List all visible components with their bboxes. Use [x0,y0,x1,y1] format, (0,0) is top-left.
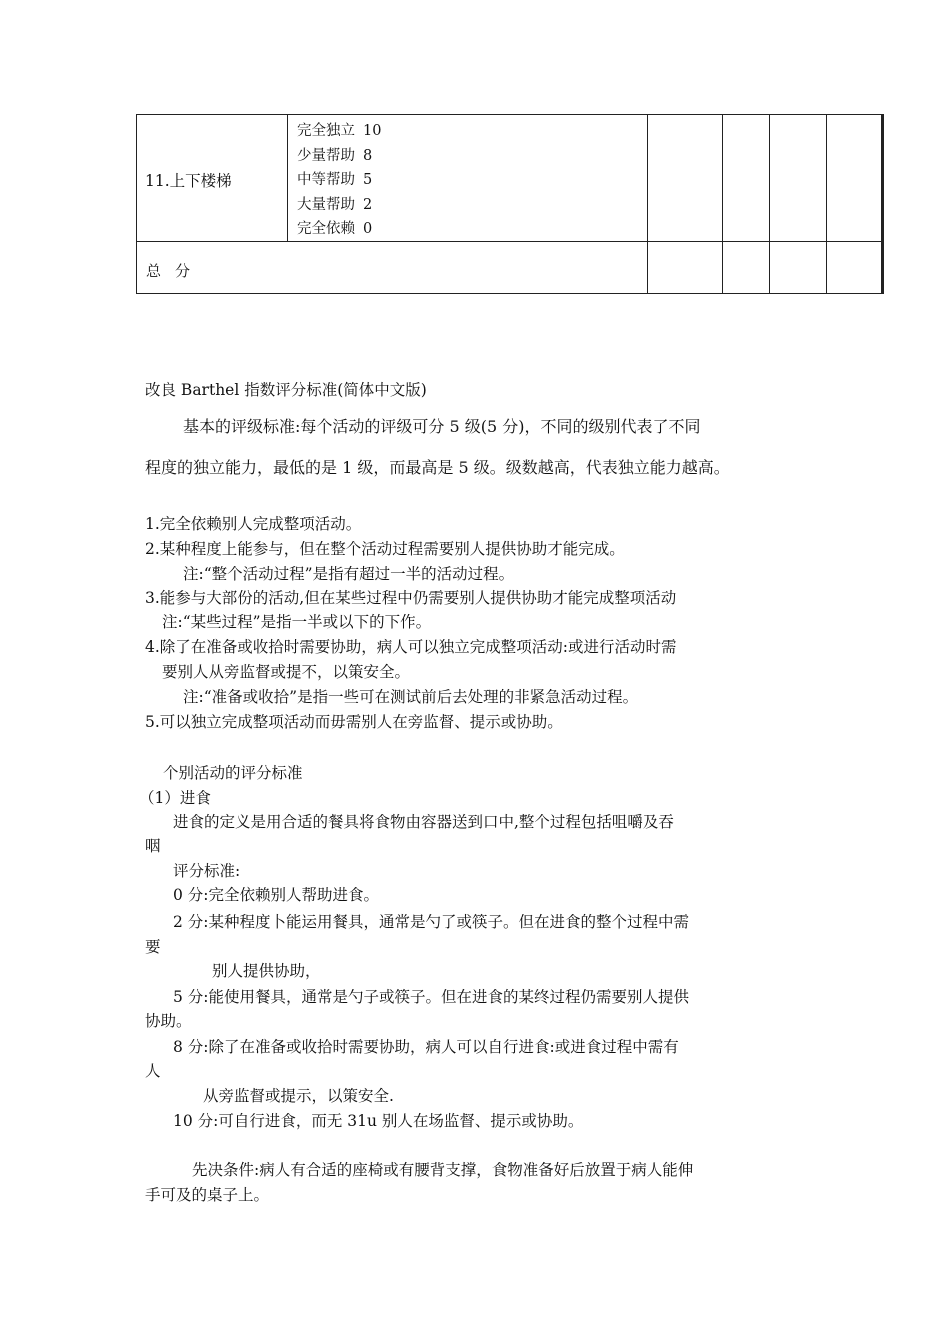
intro-line-1: 基本的评级标准:每个活动的评级可分 5 级(5 分)，不同的级别代表了不同 [183,417,701,436]
item-label: 11.上下楼梯 [145,172,232,190]
option-list [297,119,381,242]
doc-title: 改良 Barthel 指数评分标准(简体中文版) [145,381,427,399]
option-row [297,144,381,169]
score-10: 10 分:可自行进食，而无 31u 别人在场监督、提示或协助。 [173,1112,584,1130]
score-5-line-2: 协助。 [145,1012,192,1030]
option-row [297,217,381,242]
eat-definition-2: 咽 [145,837,161,855]
option-label: 大量帮助 [297,196,355,213]
table-row-divider [137,241,881,242]
eat-definition-1: 进食的定义是用合适的餐具将食物由容器送到口中,整个过程包括咀嚼及吞 [173,813,674,831]
score-8-line-2: 人 [145,1062,161,1080]
option-label: 少量帮助 [297,147,355,164]
option-label: 完全独立 [297,123,355,139]
option-score: 5 [363,172,373,189]
precondition-line-1: 先决条件:病人有合适的座椅或有腰背支撑，食物准备好后放置于病人能伸 [192,1161,694,1179]
score-8-line-3: 从旁监督或提示，以策安全. [203,1087,394,1105]
level-5: 5.可以独立完成整项活动而毋需别人在旁监督、提示或协助。 [145,713,563,731]
option-score: 2 [363,196,373,213]
option-score: 0 [363,221,373,238]
score-2-line-1: 2 分:某种程度卜能运用餐具，通常是勺了或筷子。但在进食的整个过程中需 [173,913,690,931]
score-5-line-1: 5 分:能使用餐具，通常是勺子或筷子。但在进食的某终过程仍需要别人提供 [173,988,690,1006]
option-label: 中等帮助 [297,172,355,189]
table-divider [826,115,827,293]
level-2-note: 注:“整个活动过程”是指有超过一半的活动过程。 [183,565,515,583]
level-1: 1.完全依赖别人完成整项活动。 [145,515,362,533]
criteria-label: 评分标准: [173,862,241,880]
option-label: 完全依赖 [297,221,355,238]
score-8-line-1: 8 分:除了在准备或收拾时需要协助，病人可以自行进食:或进食过程中需有 [173,1038,679,1056]
option-row [297,119,381,144]
table-divider [769,115,770,293]
score-2-line-2: 要 [145,938,161,956]
option-score: 8 [363,147,373,164]
sub-title: （1）进食 [139,789,211,807]
score-0: 0 分:完全依赖别人帮助进食。 [173,886,380,904]
total-label: 总分 [146,262,205,280]
option-row [297,168,381,193]
table-divider [647,115,648,293]
level-3: 3.能参与大部份的活动,但在某些过程中仍需要别人提供协助才能完成整项活动 [145,589,677,607]
score-2-line-3: 别人提供协助， [212,962,321,980]
option-row [297,193,381,218]
level-2: 2.某种程度上能参与，但在整个活动过程需要别人提供协助才能完成。 [145,540,625,558]
score-table [136,114,884,294]
level-4: 4.除了在准备或收拾时需要协助，病人可以独立完成整项活动:或进行活动时需 [145,638,677,656]
option-score: 10 [363,123,382,139]
level-4-note: 注:“准备或收拾”是指一些可在测试前后去处理的非紧急活动过程。 [183,688,639,706]
section-title: 个别活动的评分标准 [163,764,303,782]
intro-line-2: 程度的独立能力，最低的是 1 级，而最高是 5 级。级数越高，代表独立能力越高。 [145,458,730,477]
precondition-line-2: 手可及的桌子上。 [145,1186,270,1204]
level-3-note: 注:“某些过程”是指一半或以下的下作。 [162,613,432,631]
level-4-cont: 要别人从旁监督或提不，以策安全。 [162,663,411,681]
table-divider [287,115,288,241]
table-divider [722,115,723,293]
